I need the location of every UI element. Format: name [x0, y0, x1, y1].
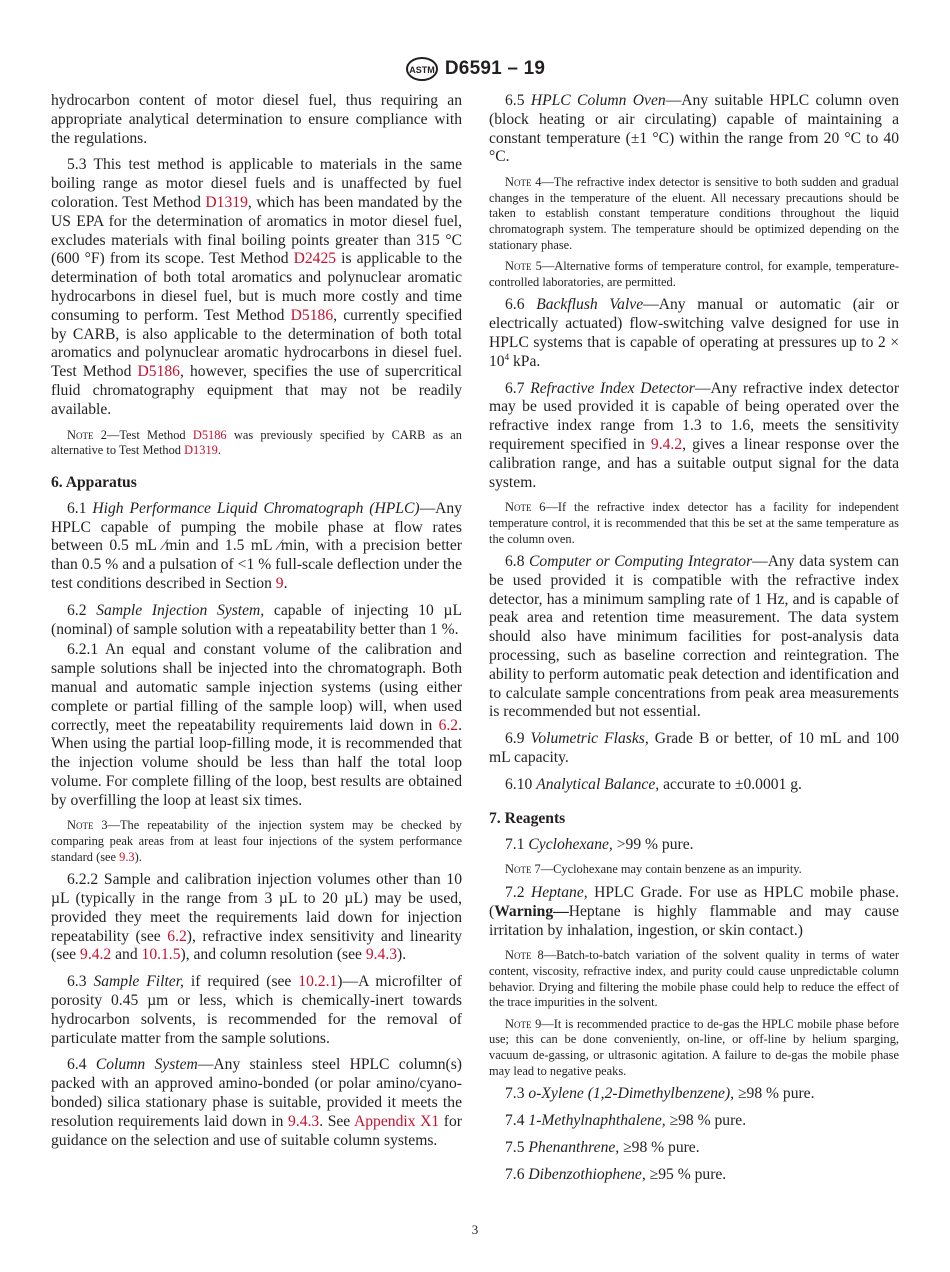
- paragraph-6-2: 6.2 Sample Injection System, capable of injecting 10 µL (nominal) of sample solution with a repeatability better than 1 %.: [51, 601, 463, 638]
- page-header: [0, 56, 950, 87]
- ref-9-4-3[interactable]: 9.4.3: [365, 946, 398, 964]
- document-id: D6591 – 19: [444, 58, 546, 79]
- paragraph-6-2-2: 6.2.2 Sample and calibration injection volumes other than 10 µL (typically in the range from 3 µL to 20 µL) may be used, provided they meet the requirements laid down for injection repeatability (see 6.2), refractive index sensitivity and linearity (see 9.4.2 and 10.1.5), and column resolution (see 9.4.3).: [51, 871, 462, 964]
- ref-6-2[interactable]: 6.2: [167, 927, 187, 945]
- ref-d5186[interactable]: D5186: [290, 306, 334, 324]
- ref-9-4-2[interactable]: 9.4.2: [80, 946, 112, 964]
- paragraph-6-5: 6.5 HPLC Column Oven—Any suitable HPLC column oven (block heating or air circulating) capable of maintaining a constant temperature (±1 °C) within the range from 20 °C to 40 °C.: [489, 92, 899, 166]
- paragraph-6-10: 6.10 Analytical Balance, accurate to ±0.0001 g.: [505, 775, 802, 793]
- paragraph-7-3: 7.3 o-Xylene (1,2-Dimethylbenzene), ≥98 % pure.: [505, 1085, 815, 1103]
- paragraph-5-3: 5.3 This test method is applicable to materials in the same boiling range as motor diesel fuels and is unaffected by fuel coloration. Test Method D1319, which has been mandated by the US EPA for the determination of aromatics in motor diesel fuel, excludes materials with final boiling points greater than 315 °C (600 °F) from its scope. Test Method D2425 is applicable to the determination of both total aromatics and polynuclear aromatic hydrocarbons in diesel fuel, but is much more costly and time consuming to perform. Test Method D5186, currently specified by CARB, is also applicable to the determination of both total aromatics and polynuclear aromatic hydrocarbons in diesel fuel. Test Method D5186, however, specifies the use of supercritical fluid chromatography equipment that may not be readily available.: [51, 156, 462, 418]
- note-8: Note 8—Batch-to-batch variation of the solvent quality in terms of water content, viscosity, refractive index, and purity could cause unpredictable column behavior. Drying and filtering the mobile phase could help to reduce the effect of the trace impurities in the solvent.: [489, 948, 899, 1010]
- note-4: Note 4—The refractive index detector is sensitive to both sudden and gradual changes in the temperature of the eluent. All necessary precautions should be taken to establish constant temperature conditions throughout the liquid chromatograph system. The temperature should be optimized depending on the stationary phase.: [489, 175, 899, 252]
- note-6: Note 6—If the refractive index detector has a facility for independent temperature control, it is recommended that this be set at the same temperature as the column oven.: [489, 500, 899, 546]
- paragraph-6-7: 6.7 Refractive Index Detector—Any refractive index detector may be used provided it is capable of being operated over the refractive index range from 1.3 to 1.6, meets the sensitivity requirement specified in 9.4.2, gives a linear response over the calibration range, and has a suitable output signal for the data system.: [489, 379, 900, 491]
- paragraph: hydrocarbon content of motor diesel fuel, thus requiring an appropriate analytical determination to ensure compliance with the regulations.: [51, 92, 462, 147]
- paragraph-6-4: 6.4 Column System—Any stainless steel HPLC column(s) packed with an approved amino-bonded (or polar amino/cyano-bonded) silica stationary phase is suitable, provided it meets the resolution requirements laid down in 9.4.3. See Appendix X1 for guidance on the selection and use of suitable column systems.: [51, 1056, 462, 1149]
- paragraph-7-6: 7.6 Dibenzothiophene, ≥95 % pure.: [505, 1165, 727, 1183]
- ref-section-9[interactable]: 9: [275, 574, 284, 592]
- paragraph-7-4: 7.4 1-Methylnaphthalene, ≥98 % pure.: [505, 1111, 747, 1129]
- paragraph-7-5: 7.5 Phenanthrene, ≥98 % pure.: [505, 1138, 700, 1156]
- ref-10-2-1[interactable]: 10.2.1: [298, 973, 338, 991]
- section-heading-apparatus: 6. Apparatus: [51, 473, 137, 491]
- page-number: 3: [471, 1222, 479, 1237]
- paragraph-7-1: 7.1 Cyclohexane, >99 % pure.: [505, 835, 694, 853]
- left-column: [51, 92, 462, 1158]
- ref-appendix-x1[interactable]: Appendix X1: [354, 1112, 440, 1130]
- paragraph-6-3: 6.3 Sample Filter, if required (see 10.2.1)—A microfilter of porosity 0.45 µm or less, which is chemically-inert towards hydrocarbon solvents, is recommended for the removal of particulate matter from the sample solutions.: [51, 973, 463, 1047]
- ref-9-4-2[interactable]: 9.4.2: [650, 435, 683, 453]
- section-heading-reagents: 7. Reagents: [489, 809, 566, 827]
- note-7: Note 7—Cyclohexane may contain benzene as an impurity.: [505, 862, 802, 877]
- ref-d5186[interactable]: D5186: [192, 427, 227, 442]
- ref-6-2[interactable]: 6.2: [438, 716, 459, 734]
- paragraph-6-1: 6.1 High Performance Liquid Chromatograph (HPLC)—Any HPLC capable of pumping the mobile phase at flow rates between 0.5 mL ⁄min and 1.5 mL ⁄min, with a precision better than 0.5 % and a pulsation of <1 % full-scale deflection under the test conditions described in Section 9.: [51, 499, 463, 592]
- ref-9-4-3[interactable]: 9.4.3: [288, 1112, 320, 1130]
- note-3: Note 3—The repeatability of the injection system may be checked by comparing peak areas from at least four injections of the system performance standard (see 9.3).: [51, 818, 462, 864]
- ref-10-1-5[interactable]: 10.1.5: [141, 946, 181, 964]
- paragraph-6-6: 6.6 Backflush Valve—Any manual or automatic (air or electrically actuated) flow-switching valve designed for use in HPLC systems that is capable of operating at pressures up to $2 \times 10^4$ kPa.: [489, 296, 899, 370]
- ref-d1319[interactable]: D1319: [184, 443, 218, 458]
- astm-logo-icon: [405, 56, 439, 82]
- ref-9-3[interactable]: 9.3: [119, 849, 135, 864]
- ref-d1319[interactable]: D1319: [205, 193, 248, 211]
- paragraph-6-8: 6.8 Computer or Computing Integrator—Any data system can be used provided it is compatible with the refractive index detector, has a minimum sampling rate of 1 Hz, and is capable of peak area and retention time measurement. The data system should also have minimum facilities for post-analysis data processing, such as baseline correction and reintegration. The ability to perform automatic peak detection and identification and to calculate sample concentrations from peak area measurements is recommended but not essential.: [489, 553, 900, 721]
- note-2: Note 2—Test Method D5186 was previously specified by CARB as an alternative to Test Method D1319.: [51, 427, 462, 458]
- paragraph-6-9: 6.9 Volumetric Flasks, Grade B or better, of 10 mL and 100 mL capacity.: [489, 730, 900, 767]
- note-9: Note 9—It is recommended practice to de-gas the HPLC mobile phase before use; this can be done conveniently, on-line, or off-line by helium sparging, vacuum de-gassing, or ultrasonic agitation. A failure to de-gas the mobile phase may lead to negative peaks.: [489, 1016, 899, 1078]
- paragraph-6-2-1: 6.2.1 An equal and constant volume of the calibration and sample solutions shall be injected into the chromatograph. Both manual and automatic sample injection systems (using either complete or partial filling of the sample loop) will, when used correctly, meet the repeatability requirements laid down in 6.2. When using the partial loop-filling mode, it is recommended that the injection volume should be less than half the total loop volume. For complete filling of the loop, best results are obtained by overfilling the loop at least six times.: [51, 641, 462, 809]
- ref-d2425[interactable]: D2425: [293, 250, 337, 268]
- svg-text:ASTM: ASTM: [409, 65, 435, 75]
- note-5: Note 5—Alternative forms of temperature control, for example, temperature-controlled laboratories, are permitted.: [489, 259, 899, 289]
- right-column: [489, 92, 899, 1192]
- paragraph-7-2: 7.2 Heptane, HPLC Grade. For use as HPLC mobile phase. (Warning—Heptane is highly flammable and may cause irritation by inhalation, ingestion, or skin contact.): [489, 884, 899, 939]
- ref-d5186[interactable]: D5186: [137, 363, 180, 381]
